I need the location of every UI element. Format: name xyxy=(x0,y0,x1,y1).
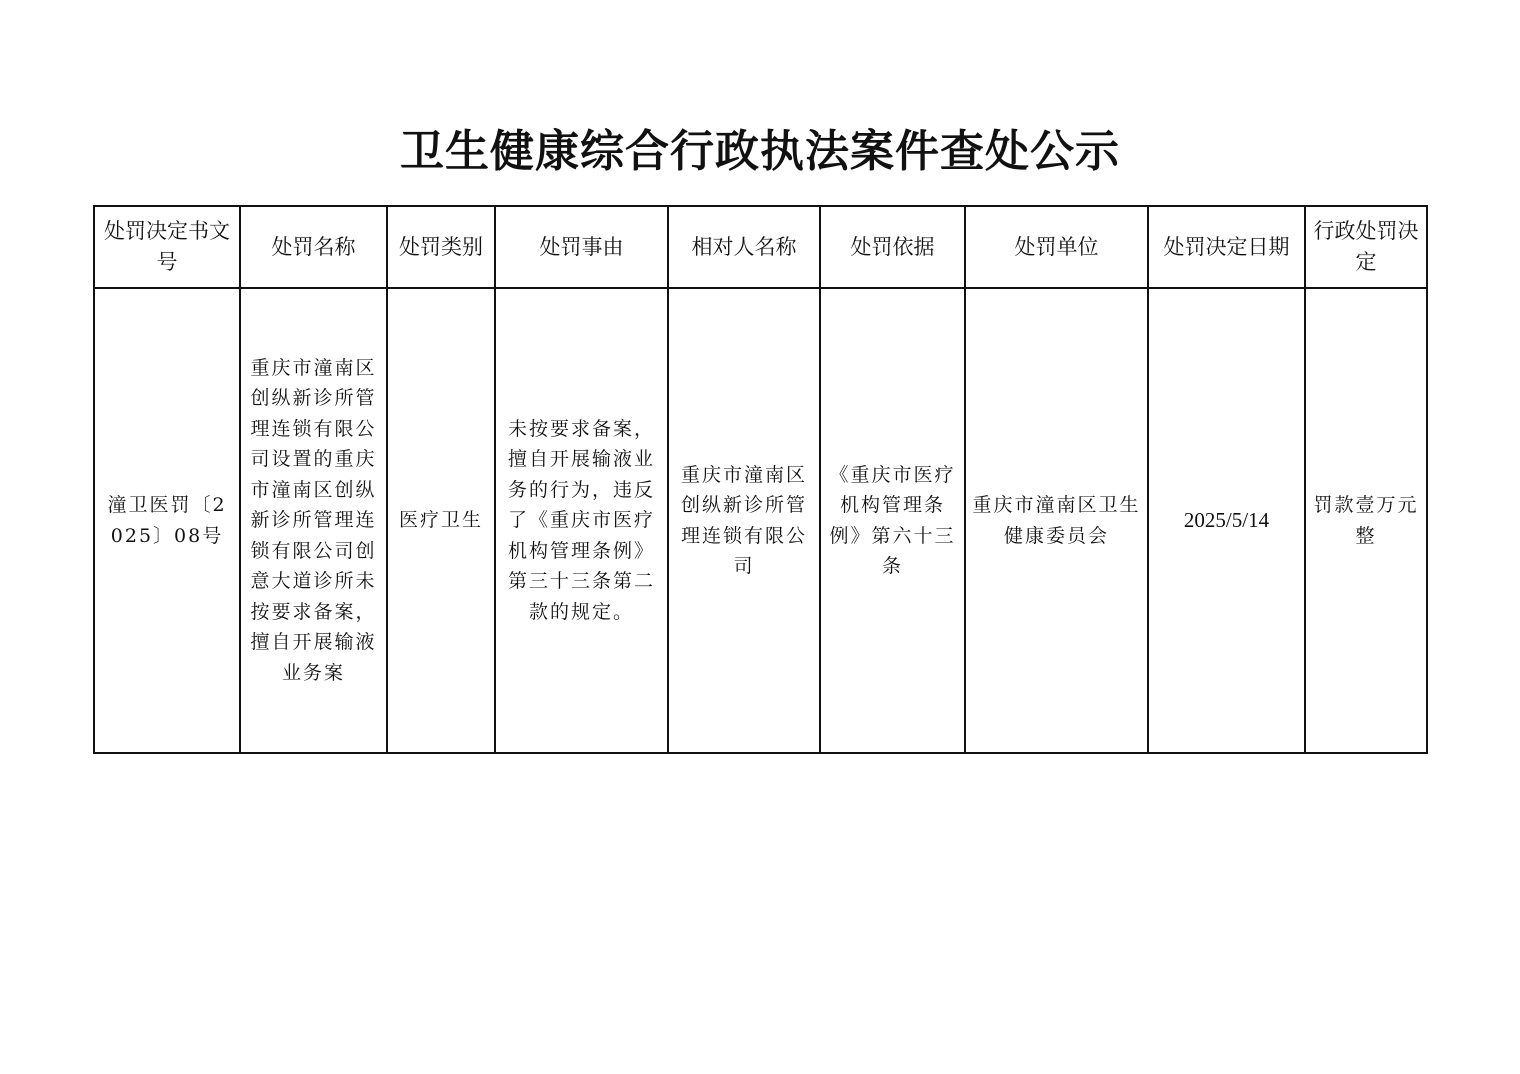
header-authority: 处罚单位 xyxy=(965,206,1148,288)
cell-category: 医疗卫生 xyxy=(387,288,495,753)
header-decision-date: 处罚决定日期 xyxy=(1148,206,1305,288)
header-reason: 处罚事由 xyxy=(495,206,668,288)
header-decision: 行政处罚决定 xyxy=(1305,206,1427,288)
header-penalty-name: 处罚名称 xyxy=(240,206,387,288)
cell-party-name: 重庆市潼南区创纵新诊所管理连锁有限公司 xyxy=(668,288,820,753)
cell-authority: 重庆市潼南区卫生健康委员会 xyxy=(965,288,1148,753)
cell-decision: 罚款壹万元整 xyxy=(1305,288,1427,753)
header-party-name: 相对人名称 xyxy=(668,206,820,288)
header-category: 处罚类别 xyxy=(387,206,495,288)
cell-decision-date: 2025/5/14 xyxy=(1148,288,1305,753)
page-title: 卫生健康综合行政执法案件查处公示 xyxy=(400,126,1120,177)
cell-basis: 《重庆市医疗机构管理条例》第六十三条 xyxy=(820,288,965,753)
table-row xyxy=(94,288,1427,753)
cell-penalty-name: 重庆市潼南区创纵新诊所管理连锁有限公司设置的重庆市潼南区创纵新诊所管理连锁有限公司创意大道诊所未按要求备案，擅自开展输液业务案 xyxy=(240,288,387,753)
cell-reason: 未按要求备案，擅自开展输液业务的行为，违反了《重庆市医疗机构管理条例》第三十三条第二款的规定。 xyxy=(495,288,668,753)
case-table xyxy=(93,205,1428,754)
table-header-row xyxy=(94,206,1427,288)
header-doc-number: 处罚决定书文号 xyxy=(94,206,240,288)
header-basis: 处罚依据 xyxy=(820,206,965,288)
cell-doc-number: 潼卫医罚〔2025〕08号 xyxy=(94,288,240,753)
